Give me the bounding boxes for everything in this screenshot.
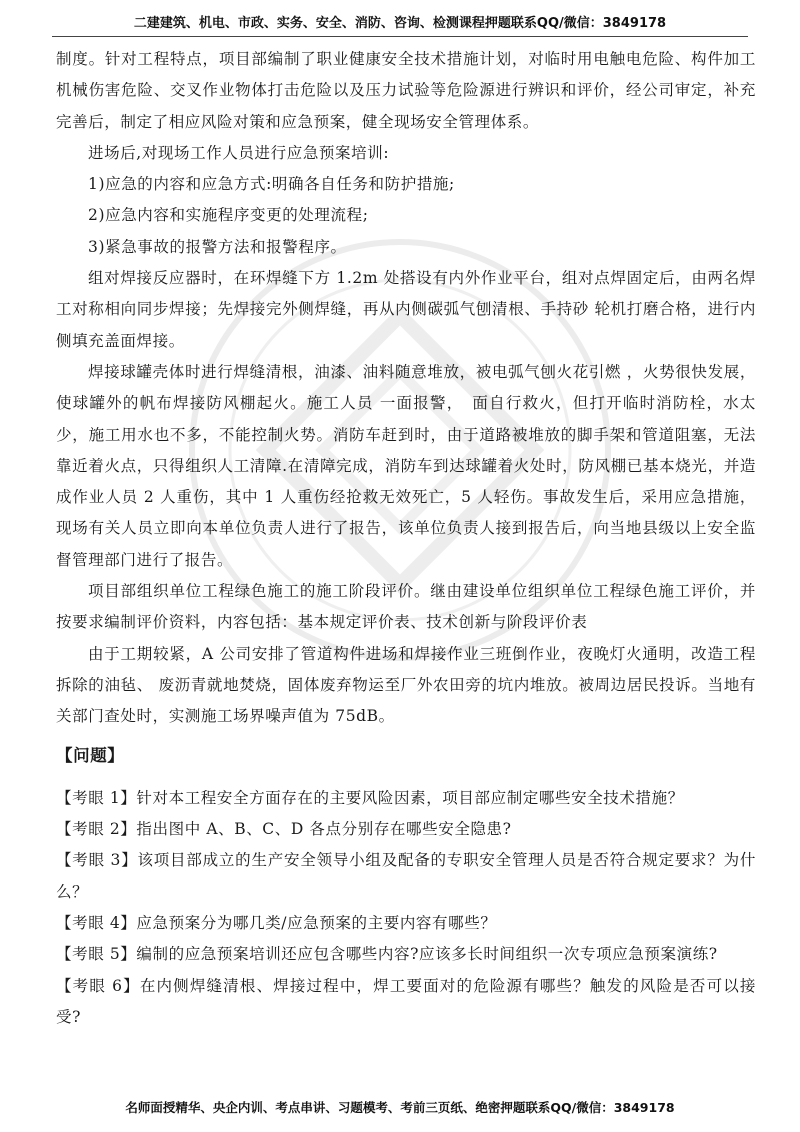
paragraph-safety-measures: 制度。针对工程特点，项目部编制了职业健康安全技术措施计划，对临时用电触电危险、构件加工机械伤害危险、交叉作业物体打击危险以及压力试验等危险源进行辨识和评价，经公司审定，补充完善后，制定了相应风险对策和应急预案，健全现场安全管理体系。 bbox=[56, 50, 756, 131]
question-tag: 【考眼 6】 bbox=[56, 976, 140, 995]
paragraph-training-intro: 进场后,对现场工作人员进行应急预案培训: bbox=[88, 143, 390, 162]
question-5 bbox=[56, 939, 756, 970]
question-text: 应急预案分为哪几类/应急预案的主要内容有哪些？ bbox=[136, 914, 497, 933]
paragraph-fire-incident: 焊接球罐壳体时进行焊缝清根，油漆、油料随意堆放，被电弧气刨火花引燃 ，火势很快发展，使球罐外的帆布焊接防风棚起火。施工人员 一面报警， 面自行救火，但打开临时消防栓，水太少，施工用水也不多，不能控制火势。消防车赶到时，由于道路被堆放的脚手架和管道阻塞，无法靠近着火点，只得组织人工清障.在清障完成，消防车到达球罐着火处时，防风棚已基本烧光，并造成作业人员 2 人重伤，其中 1 人重伤经抢救无效死亡，5 人轻伤。事故发生后，采用应急措施，现场有关人员立即向本单位负责人进行了报告，该单位负责人接到报告后，向当地县级以上安全监督管理部门进行了报告。 bbox=[56, 362, 756, 569]
question-2 bbox=[56, 814, 756, 845]
list-item-2: 2)应急内容和实施程序变更的处理流程; bbox=[88, 206, 369, 225]
paragraph-noise-complaint: 由于工期较紧，A 公司安排了管道构件进场和焊接作业三班倒作业，夜晚灯火通明，改造工程拆除的油毡、 废沥青就地焚烧，固体废弃物运至厂外农田旁的坑内堆放。被周边居民投诉。当地有关部门查处时，实测施工场界噪声值为 75dB。 bbox=[56, 644, 756, 726]
question-4 bbox=[56, 908, 756, 939]
document-body bbox=[56, 44, 756, 1033]
question-text: 该项目部成立的生产安全领导小组及配备的专职安全管理人员是否符合规定要求？为什么？ bbox=[56, 851, 756, 901]
question-tag: 【考眼 5】 bbox=[56, 945, 137, 964]
question-text: 针对本工程安全方面存在的主要风险因素，项目部应制定哪些安全技术措施？ bbox=[136, 788, 684, 807]
paragraph-welding-reactor: 组对焊接反应器时，在环焊缝下方 1.2m 处搭设有内外作业平台，组对点焊固定后，由两名焊工对称相向同步焊接；先焊接完外侧焊缝，再从内侧碳弧气刨清根、手持砂 轮机打磨合格，进行内侧填充盖面焊接。 bbox=[56, 269, 756, 350]
paragraph-green-construction: 项目部组织单位工程绿色施工的施工阶段评价。继由建设单位组织单位工程绿色施工评价，并按要求编制评价资料，内容包括：基本规定评价表、技术创新与阶段评价表 bbox=[56, 582, 756, 632]
list-item-3: 3)紧急事故的报警方法和报警程序。 bbox=[88, 237, 347, 256]
question-3 bbox=[56, 845, 756, 908]
page-footer: 名师面授精华、央企内训、考点串讲、习题模考、考前三页纸、绝密押题联系QQ/微信：3849178 bbox=[125, 1100, 675, 1115]
question-6 bbox=[56, 971, 756, 1034]
question-text: 在内侧焊缝清根、焊接过程中，焊工要面对的危险源有哪些？触发的风险是否可以接受? bbox=[56, 976, 757, 1026]
question-tag: 【考眼 3】 bbox=[56, 851, 138, 870]
questions-title: 【问题】 bbox=[56, 745, 125, 765]
question-text: 指出图中 A、B、C、D 各点分别存在哪些安全隐患? bbox=[136, 820, 512, 839]
question-1 bbox=[56, 783, 756, 814]
question-tag: 【考眼 4】 bbox=[56, 914, 137, 933]
list-item-1: 1)应急的内容和应急方式:明确各自任务和防护措施; bbox=[88, 175, 455, 194]
page-header: 二建建筑、机电、市政、实务、安全、消防、咨询、检测课程押题联系QQ/微信：3849178 bbox=[133, 16, 667, 31]
question-tag: 【考眼 2】 bbox=[56, 820, 137, 839]
header-divider bbox=[52, 36, 748, 37]
question-tag: 【考眼 1】 bbox=[56, 788, 137, 807]
question-text: 编制的应急预案培训还应包含哪些内容?应该多长时间组织一次专项应急预案演练? bbox=[136, 945, 718, 964]
